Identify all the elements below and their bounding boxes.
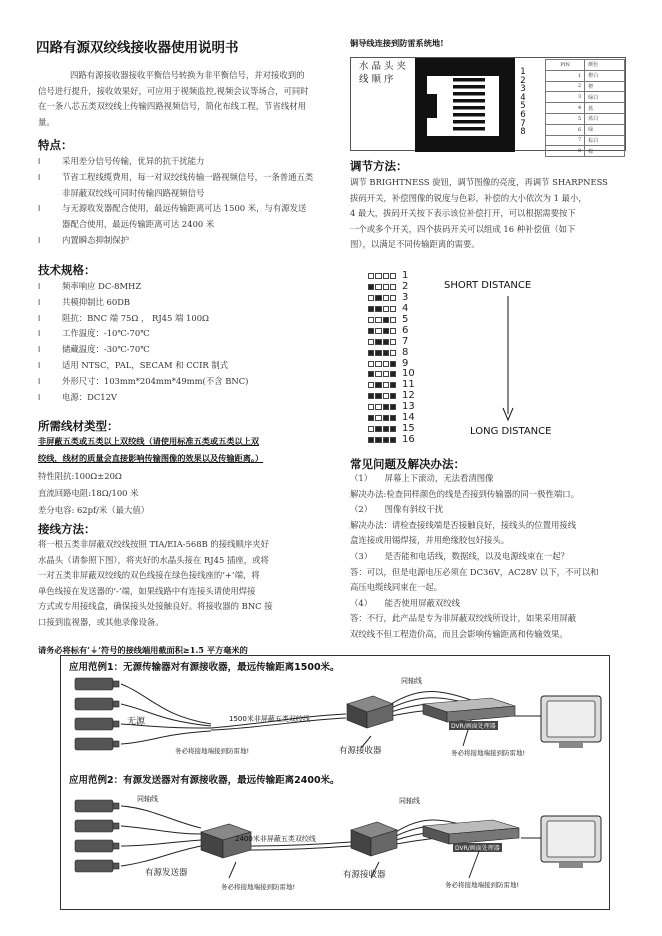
ex2-sender-label: 有源发送器 bbox=[145, 868, 188, 878]
wiring-line: 口接到监视器，或其他录像设备。 bbox=[38, 616, 164, 627]
dip-row: 15 bbox=[368, 423, 415, 434]
faq-answer: 答：可以，但是电源电压必须在 DC36V，AC28V 以下，不可以和 bbox=[350, 566, 599, 577]
spec-item: l 工作温度：-10℃-70℃ bbox=[38, 326, 314, 342]
ground-note: 请务必将标有‘⏚’符号的接线端用截面积≥1.5 平方毫米的 bbox=[38, 645, 248, 655]
specs-heading: 技术规格： bbox=[38, 263, 96, 277]
cable-heading: 所需线材类型： bbox=[38, 419, 119, 433]
faq-answer: 解决办法：请检查接线端是否接触良好，接线头的位置用接线 bbox=[350, 519, 577, 530]
features-list bbox=[38, 154, 314, 249]
ex2-ground-note-left: 务必将接地端接到防雷地! bbox=[221, 883, 296, 891]
short-distance-label: SHORT DISTANCE bbox=[444, 280, 532, 291]
spec-item: l 储藏温度：-30℃-70℃ bbox=[38, 342, 314, 358]
feature-item: l 节省工程线缆费用，每一对双绞线传输一路视频信号，一条普通五类非屏蔽双绞线可同时传输四路视频信号 bbox=[38, 170, 314, 202]
ex2-ground-note-right: 务必将接地端接到防雷地! bbox=[445, 881, 520, 889]
monitor-icon bbox=[539, 814, 605, 870]
camera-icon bbox=[69, 798, 121, 878]
spec-item: l 外形尺寸：103mm*204mm*49mm(不含 BNC) bbox=[38, 374, 314, 390]
feature-item: l 采用差分信号传输，优异的抗干扰能力 bbox=[38, 154, 314, 170]
spec-item: l 频率响应 DC-8MHZ bbox=[38, 279, 314, 295]
feature-item: l 与无源收发器配合使用，最远传输距离可达 1500 米，与有源发送器配合使用，最远传输距离可达 2400 米 bbox=[38, 201, 314, 233]
faq-answer: 双绞线不但工程造价高，而且会影响传输距离和传输效果。 bbox=[350, 628, 568, 639]
dip-row: 6 bbox=[368, 325, 415, 336]
faq-answer: 答：不行，此产品是专为非屏蔽双绞线所设计，如果采用屏蔽 bbox=[350, 613, 577, 624]
dip-rows bbox=[368, 271, 415, 445]
faq-answer: 盒连接或用锡焊接，并用绝缘胶包好接头。 bbox=[350, 535, 510, 546]
dip-row: 9 bbox=[368, 358, 415, 369]
ground-note-continued: 铜导线连接到防雷系统地! bbox=[350, 38, 444, 48]
spec-item: l 阻抗：BNC 端 75Ω ， RJ45 端 100Ω bbox=[38, 311, 314, 327]
cable-capacitance: 差分电容: 62pf/米（最大值） bbox=[38, 505, 150, 515]
dip-row: 16 bbox=[368, 434, 415, 445]
wiring-text bbox=[38, 537, 314, 631]
distance-arrow-icon bbox=[500, 296, 516, 424]
long-distance-label: LONG DISTANCE bbox=[470, 426, 552, 437]
dip-row: 1 bbox=[368, 271, 415, 282]
pin-table-header: PIN 颜色 bbox=[546, 60, 625, 71]
dip-row: 7 bbox=[368, 336, 415, 347]
cable-impedance: 特性阻抗:100Ω±20Ω bbox=[38, 471, 122, 481]
ex2-cable-label: 2400米非屏蔽五类双绞线 bbox=[235, 835, 316, 843]
pin-row: 4 蓝 bbox=[546, 103, 625, 114]
dip-row: 2 bbox=[368, 282, 415, 293]
pin-row: 6 绿 bbox=[546, 124, 625, 135]
adjust-line: 一个或多个开关，四个拔码开关可以组成 16 种补偿值（如下 bbox=[350, 223, 576, 234]
doc-title: 四路有源双绞线接收器使用说明书 bbox=[36, 40, 239, 56]
rj45-diagram bbox=[350, 57, 626, 155]
spec-item: l 电源：DC12V bbox=[38, 390, 314, 406]
pin-row: 5 蓝白 bbox=[546, 113, 625, 124]
faq-question: （3） 是否能和电话线，数据线，以及电源线束在一起？ bbox=[350, 550, 569, 561]
receiver-box-icon bbox=[347, 820, 399, 860]
example1-title: 应用范例1：无源传输器对有源接收器，最远传输距离1500米。 bbox=[69, 662, 340, 673]
feature-item: l 内置瞬态抑制保护 bbox=[38, 233, 314, 249]
dip-switch-chart bbox=[350, 268, 632, 448]
rj45-pin-numbers: 1 2 3 4 5 6 7 8 bbox=[520, 67, 526, 138]
cable-loop-resistance: 直流回路电阻:18Ω/100 米 bbox=[38, 488, 139, 498]
rj45-jack-icon bbox=[415, 58, 515, 152]
cable-warning-line2: 绞线，线材的质量会直接影响传输图像的效果以及传输距离。） bbox=[38, 453, 264, 463]
faq-question: （4） 能否使用屏蔽双绞线 bbox=[350, 597, 461, 608]
wiring-line: 一对五类非屏蔽双绞线的双色线接在绿色接线座的‘+’端，将 bbox=[38, 570, 260, 581]
cable-warning-line1: 非屏蔽五类或五类以上双绞线（请使用标准五类或五类以上双 bbox=[38, 436, 260, 446]
dip-row: 8 bbox=[368, 347, 415, 358]
ex2-receiver-label: 有源接收器 bbox=[343, 870, 386, 880]
features-heading: 特点： bbox=[38, 138, 73, 152]
spec-item: l 适用 NTSC，PAL，SECAM 和 CCIR 制式 bbox=[38, 358, 314, 374]
specs-list bbox=[38, 279, 314, 405]
adjust-text bbox=[350, 175, 632, 253]
wiring-line: 方式或专用接线盒，确保接头处接触良好。将接收器的 BNC 接 bbox=[38, 601, 273, 612]
ex1-ground-note-left: 务必将接地端接到防雷地! bbox=[175, 747, 250, 755]
faq-list bbox=[350, 471, 632, 643]
wiring-line: 单色线接在发送器的‘-’端，如果线路中有连接头请使用焊接 bbox=[38, 585, 256, 596]
rj45-label: 水晶头夹线顺序 bbox=[359, 61, 410, 85]
pin-color-table bbox=[545, 59, 625, 157]
wiring-heading: 接线方法： bbox=[38, 522, 96, 536]
dip-row: 13 bbox=[368, 402, 415, 413]
spec-item: l 共模抑制比 60DB bbox=[38, 295, 314, 311]
wiring-line: 将一根五类非屏蔽双绞线按照 TIA/EIA-568B 的接线顺序夹好 bbox=[38, 539, 270, 549]
example2-title: 应用范例2：有源发送器对有源接收器，最远传输距离2400米。 bbox=[69, 775, 340, 786]
pin-row: 3 绿白 bbox=[546, 92, 625, 103]
dip-row: 14 bbox=[368, 413, 415, 424]
wiring-line: 水晶头（请参照下图），将夹好的水晶头接在 RJ45 插座，或将 bbox=[38, 554, 269, 565]
intro-paragraph: 四路有源接收器接收平衡信号转换为非平衡信号，并对接收到的信号进行提升，接收效果好，可应用于视频监控,视频会议等场合，可同时在一条八芯五类双绞线上传输四路视频信号，简化布线工程，节省线材用量。 bbox=[38, 70, 309, 127]
faq-heading: 常见问题及解决办法： bbox=[350, 457, 465, 471]
faq-answer: 解决办法:检查同样颜色的线是否接到传输器的同一极性端口。 bbox=[350, 488, 579, 499]
ex1-ground-note-right: 务必将接地端接到防雷地! bbox=[451, 749, 526, 757]
passive-label: 无源 bbox=[127, 717, 146, 727]
adjust-line: 图），以满足不同传输距离的需要。 bbox=[350, 239, 480, 250]
ex1-receiver-label: 有源接收器 bbox=[339, 746, 382, 756]
camera-icon bbox=[69, 676, 121, 756]
faq-question: （2） 图像有斜纹干扰 bbox=[350, 504, 444, 515]
adjust-line: 拔码开关，补偿图像的锐度与色彩，补偿的大小依次为 1 最小， bbox=[350, 192, 587, 203]
ex2-coax-right-label: 同轴线 bbox=[399, 797, 420, 805]
pin-row: 2 橙 bbox=[546, 81, 625, 92]
dip-row: 5 bbox=[368, 315, 415, 326]
pin-row: 8 棕 bbox=[546, 146, 625, 157]
ex1-dvr-label: DVR/画面处理器 bbox=[451, 723, 496, 730]
faq-question: （1） 屏幕上下滚动，无法看清图像 bbox=[350, 473, 494, 483]
ex1-cable-label: 1500米非屏蔽五类双绞线 bbox=[229, 715, 310, 723]
adjust-line: 4 最大，拔码开关按下表示该位补偿打开，可以根据需要按下 bbox=[350, 208, 576, 219]
dip-row: 3 bbox=[368, 293, 415, 304]
monitor-icon bbox=[539, 694, 605, 750]
dip-row: 4 bbox=[368, 304, 415, 315]
adjust-heading: 调节方法： bbox=[350, 159, 408, 173]
dip-row: 10 bbox=[368, 369, 415, 380]
adjust-line: 调节 BRIGHTNESS 旋钮，调节图像的亮度，再调节 SHARPNESS bbox=[350, 177, 608, 187]
pin-row: 7 棕白 bbox=[546, 135, 625, 146]
faq-answer: 高压电缆线同束在一起。 bbox=[350, 582, 443, 593]
ex2-dvr-label: DVR/画面处理器 bbox=[455, 845, 500, 852]
application-diagrams bbox=[60, 655, 610, 910]
ex1-coax-label: 同轴线 bbox=[401, 677, 422, 685]
receiver-box-icon bbox=[343, 694, 395, 732]
dip-row: 11 bbox=[368, 380, 415, 391]
ex2-coax-left-label: 同轴线 bbox=[137, 795, 158, 803]
dip-row: 12 bbox=[368, 391, 415, 402]
pin-row: 1 橙白 bbox=[546, 70, 625, 81]
